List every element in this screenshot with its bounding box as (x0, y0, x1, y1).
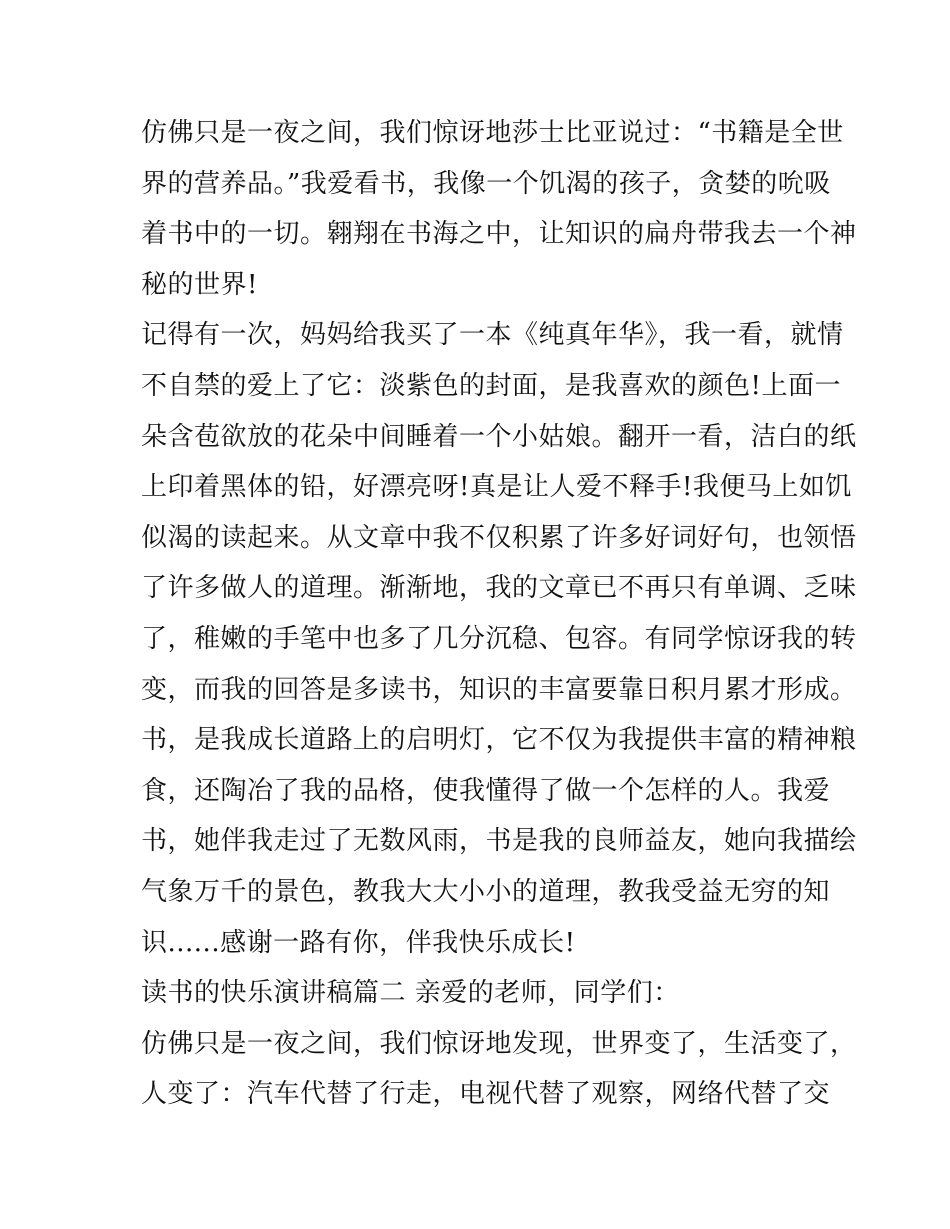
text-line: 书，是我成长道路上的启明灯，它不仅为我提供丰富的精神粮 (141, 725, 857, 756)
text-line: 气象万千的景色，教我大大小小的道理，教我受益无穷的知 (141, 876, 831, 907)
text-line: 朵含苞欲放的花朵中间睡着一个小姑娘。翻开一看，洁白的纸 (141, 421, 857, 452)
text-line: 了，稚嫩的手笔中也多了几分沉稳、包容。有同学惊讶我的转 (141, 623, 857, 654)
text-line: 仿佛只是一夜之间，我们惊讶地莎士比亚说过：“书籍是全世 (141, 118, 844, 148)
text-line: 上印着黑体的铅，好漂亮呀!真是让人爱不释手!我便马上如饥 (141, 472, 852, 503)
section-heading-line: 读书的快乐演讲稿篇二 亲爱的老师，同学们： (141, 978, 680, 1009)
text-line: 食，还陶冶了我的品格，使我懂得了做一个怎样的人。我爱 (141, 775, 831, 806)
text-line: 不自禁的爱上了它：淡紫色的封面，是我喜欢的颜色!上面一 (141, 370, 841, 401)
text-line: 识......感谢一路有你，伴我快乐成长! (141, 927, 576, 958)
text-line: 界的营养品。”我爱看书，我像一个饥渴的孩子，贪婪的吮吸 (141, 168, 831, 199)
text-line: 人变了：汽车代替了行走，电视代替了观察，网络代替了交 (141, 1079, 831, 1110)
text-line: 了许多做人的道理。渐渐地，我的文章已不再只有单调、乏味 (141, 573, 857, 604)
body-text (141, 108, 857, 1120)
text-line: 变，而我的回答是多读书，知识的丰富要靠日积月累才形成。 (141, 674, 857, 705)
text-line: 记得有一次，妈妈给我买了一本《纯真年华》，我一看，就情 (141, 320, 844, 351)
text-line: 似渴的读起来。从文章中我不仅积累了许多好词好句，也领悟 (141, 522, 857, 553)
text-line: 书，她伴我走过了无数风雨，书是我的良师益友，她向我描绘 (141, 826, 857, 857)
text-line: 秘的世界! (141, 269, 258, 300)
text-line: 仿佛只是一夜之间，我们惊讶地发现，世界变了，生活变了， (141, 1028, 857, 1059)
text-line: 着书中的一切。翱翔在书海之中，让知识的扁舟带我去一个神 (141, 219, 857, 250)
